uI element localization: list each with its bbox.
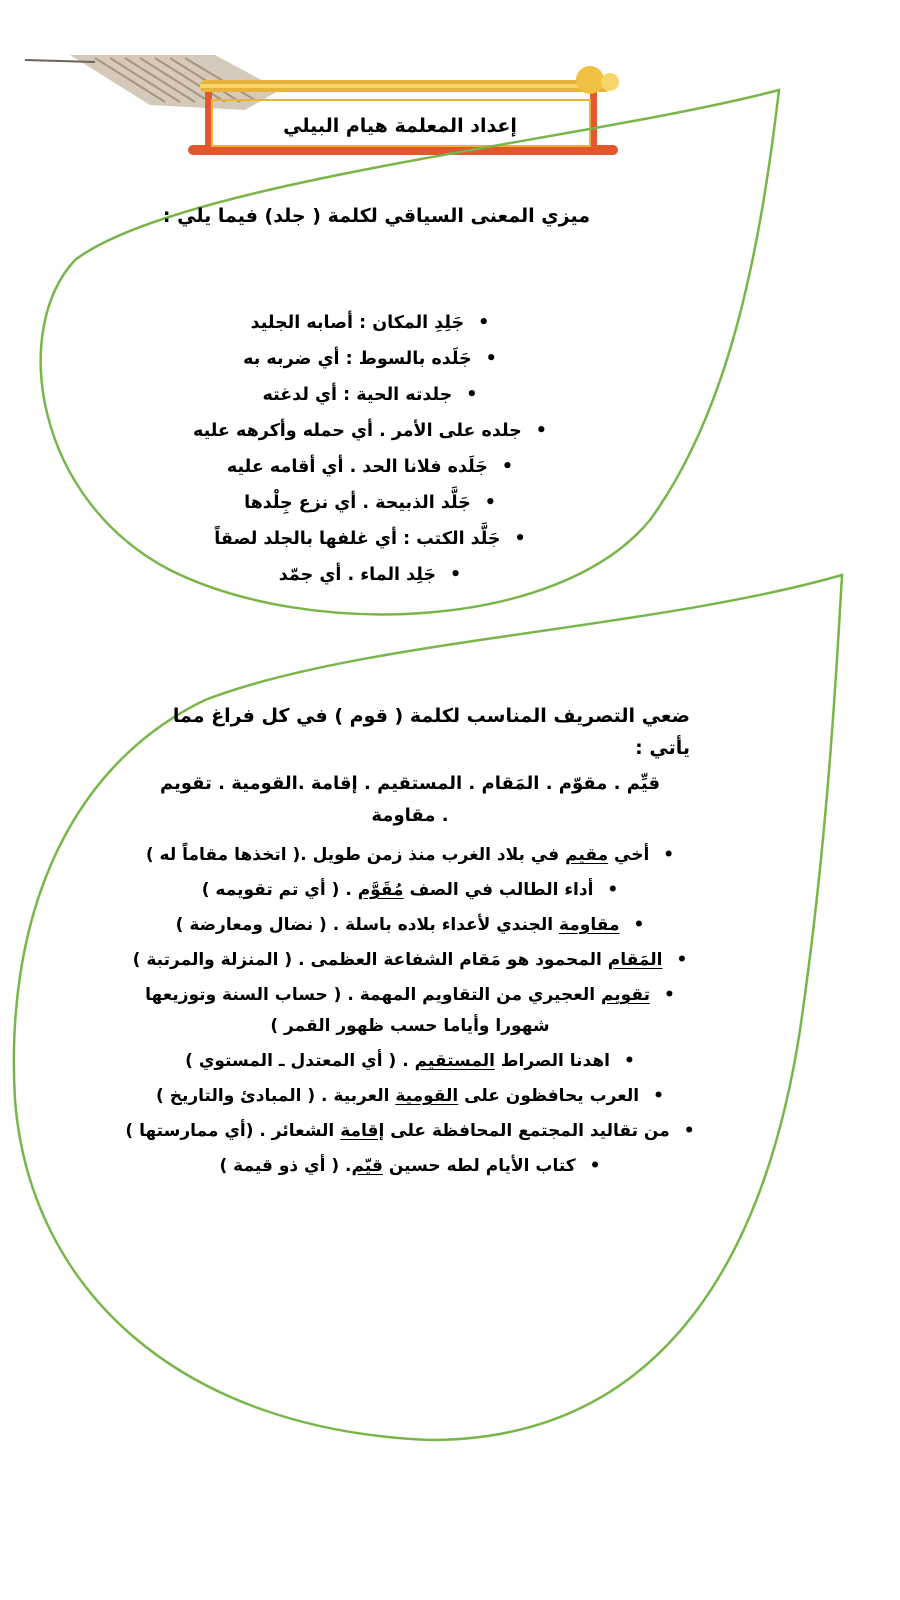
answer-word: إقامة: [340, 1121, 385, 1141]
question-2-list: [125, 840, 695, 1186]
list-item: •جَلَده بالسوط : أي ضربه به: [243, 349, 497, 369]
list-item: •العرب يحافظون على القومية العربية . ( المبادئ والتاريخ ): [156, 1086, 664, 1106]
list-item: •كتاب الأيام لطه حسين قيّم. ( أي ذو قيمة ): [219, 1156, 601, 1176]
question-1-title: [120, 200, 590, 232]
answer-word: قيّم: [351, 1156, 383, 1176]
answer-word: المستقيم: [414, 1051, 495, 1071]
list-item: •جَلِدِ المكان : أصابه الجليد: [250, 313, 490, 333]
q1-title-pre: ميزي المعنى السياقي: [377, 205, 590, 227]
question-2-title: [140, 700, 690, 764]
q2-title-bold: التصريف المناسب لكلمة: [409, 705, 636, 727]
q1-title-bold: لكلمة: [327, 205, 378, 227]
answer-word: مُقَوَّم: [357, 880, 404, 900]
list-item: •أخي مقيم في بلاد الغرب منذ زمن طويل .( اتخذها مقاماً له ): [145, 845, 675, 865]
list-item: •أداء الطالب في الصف مُقَوَّم . ( أي تم تقويمه ): [201, 880, 619, 900]
answer-word: تقويم: [600, 985, 650, 1005]
list-item: •جَلَده فلانا الحد . أي أقامه عليه: [226, 457, 514, 477]
q1-title-post: ) فيما يلي :: [162, 205, 274, 227]
answer-word: مقاومة: [558, 915, 620, 935]
list-item: •جلدته الحية : أي لدغته: [262, 385, 478, 405]
list-item: •تقويم العجيري من التقاويم المهمة . ( حساب السنة وتوزيعها شهورا وأياما حسب ظهور القمر ): [145, 985, 675, 1036]
q1-title-mid: (: [305, 205, 328, 227]
list-item: •جلده على الأمر . أي حمله وأكرهه عليه: [193, 421, 547, 441]
q2-title-post: ( قوم ) في كل فراغ مما يأتي :: [172, 705, 690, 759]
list-item: •مقاومة الجندي لأعداء بلاده باسلة . ( نضال ومعارضة ): [175, 915, 645, 935]
question-1-list: [130, 305, 610, 593]
list-item: •جَلَّد الكتب : أي غلفها بالجلد لصقاً: [214, 529, 526, 549]
q2-title-pre: ضعي: [635, 705, 690, 727]
list-item: •جَلِد الماء . أي جمّد: [278, 565, 462, 585]
list-item: •المَقام المحمود هو مَقام الشفاعة العظمى . ( المنزلة والمرتبة ): [132, 950, 688, 970]
banner-title: إعداد المعلمة هيام البيلي: [283, 115, 517, 137]
list-item: •اهدنا الصراط المستقيم . ( أي المعتدل ـ المستوي ): [185, 1051, 635, 1071]
list-item: •من تقاليد المجتمع المحافظة على إقامة الشعائر . (أي ممارستها ): [125, 1121, 695, 1141]
answer-word: المَقام: [607, 950, 663, 970]
q1-title-word: جلد: [273, 205, 306, 227]
word-choices: قيِّم . مقوّم . المَقام . المستقيم . إقامة .القومية . تقويم . مقاومة: [160, 773, 660, 826]
answer-word: القومية: [395, 1086, 459, 1106]
list-item: •جَلَّد الذبيحة . أي نزع جِلْدها: [244, 493, 496, 513]
answer-word: مقيم: [565, 845, 609, 865]
